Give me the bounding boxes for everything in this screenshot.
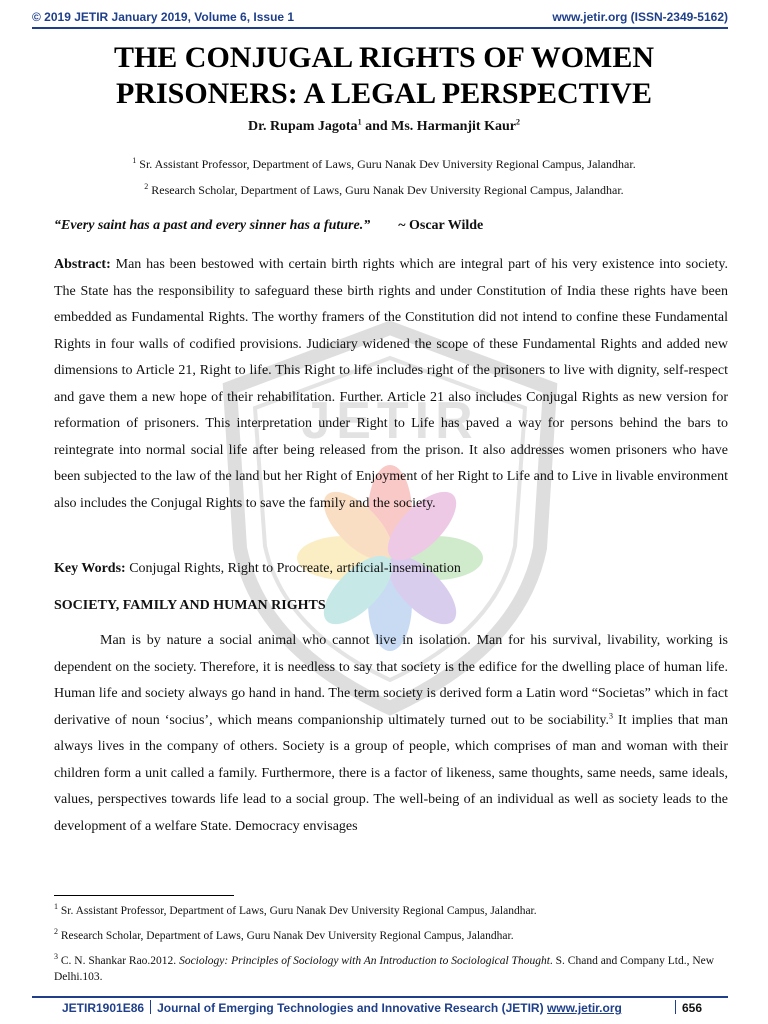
title-line-2: PRISONERS: A LEGAL PERSPECTIVE: [116, 77, 652, 110]
paper-title: [40, 40, 728, 112]
footnote-2: [54, 928, 730, 944]
abstract-text: Man has been bestowed with certain birth rights which are integral part of his very existence into society. The State has the responsibility to safeguard these birth rights and under Constitution of India these rights have been embedded as Fundamental Rights. The worthy framers of the Constitution did not intend to confine these Fundamental Rights in four walls of codified provisions. Judiciary widened the scope of these Fundamental Rights and added new dimensions to Article 21, Right to life. This Right to life includes right of the prisoners to live with dignity, self-respect and gave them a new hope of their rehabilitation. Further. Article 21 also includes Conjugal Rights as new version for reformation of prisoners. This interpretation under Right to Life has paved a way for persons behind the bars to reintegrate into normal social life after being released from the prison. It also addresses women prisoners who have been subjected to the law of the land but her Right of Enjoyment of her Right to Life and to Live in livable environment also includes the Conjugal Rights to save the family and the society.: [54, 257, 728, 511]
author-2-marker: 2: [515, 117, 520, 127]
affiliation-1: [40, 157, 728, 172]
footnote-3-marker: 3: [54, 952, 58, 962]
section-heading: SOCIETY, FAMILY AND HUMAN RIGHTS: [54, 598, 326, 613]
footnote-2-text: Research Scholar, Department of Laws, Guru Nanak Dev University Regional Campus, Jalandhar.: [58, 930, 514, 942]
footnote-3-text-b: . S. Chand and Company Ltd., New Delhi.103.: [54, 955, 715, 983]
footnote-2-marker: 2: [54, 927, 58, 937]
abstract-label: Abstract:: [54, 257, 111, 272]
page-number: [669, 1000, 702, 1015]
affiliation-2-marker: 2: [144, 182, 149, 191]
running-footer: [32, 996, 728, 1020]
title-line-1: THE CONJUGAL RIGHTS OF WOMEN: [113, 41, 655, 74]
section-body-paragraph: [54, 628, 728, 840]
author-conjunction: and: [361, 119, 392, 134]
epigraph-author: ~ Oscar Wilde: [398, 218, 484, 233]
header-website[interactable]: www.jetir.org (ISSN-2349-5162): [552, 10, 728, 24]
section-text-b: It implies that man always lives in the company of others. Society is a group of people, which comprises of man and woman with their children form a unit called a family. Furthermore, there is a factor of likeness, same thoughts, same needs, same ideals, values, perspectives towards life lead to a social group. The well-being of an individual as well as society leads to the development of a welfare State. Democracy envisages: [54, 712, 728, 834]
author-1: Dr. Rupam Jagota: [248, 119, 358, 134]
keywords-label: Key Words:: [54, 561, 126, 576]
header-issue-info: © 2019 JETIR January 2019, Volume 6, Issue 1: [32, 10, 295, 24]
header-rule: [32, 27, 728, 29]
affiliation-1-text: Sr. Assistant Professor, Department of Laws, Guru Nanak Dev University Regional Campus, Jalandhar.: [136, 157, 636, 171]
footnote-3-text-a: C. N. Shankar Rao.2012.: [58, 955, 180, 967]
footer-journal-name: Journal of Emerging Technologies and Innovative Research (JETIR): [157, 1001, 544, 1015]
footnote-1-text: Sr. Assistant Professor, Department of Laws, Guru Nanak Dev University Regional Campus, Jalandhar.: [58, 905, 537, 917]
keywords-paragraph: [54, 556, 728, 583]
affiliation-2: [40, 183, 728, 198]
affiliation-1-marker: 1: [132, 156, 137, 165]
author-2: Ms. Harmanjit Kaur: [391, 119, 516, 134]
footnote-3-book-title: Sociology: Principles of Sociology with An Introduction to Sociological Thought: [179, 955, 550, 967]
epigraph-quote: “Every saint has a past and every sinner has a future.”: [54, 218, 371, 233]
footer-website-link[interactable]: www.jetir.org: [546, 1001, 622, 1015]
footnote-1: [54, 903, 730, 919]
author-1-marker: 1: [357, 117, 362, 127]
footnote-3: [54, 953, 730, 985]
epigraph: [54, 218, 734, 234]
keywords-text: Conjugal Rights, Right to Procreate, artificial-insemination: [125, 561, 461, 576]
affiliation-2-text: Research Scholar, Department of Laws, Guru Nanak Dev University Regional Campus, Jalandhar.: [148, 183, 624, 197]
page-number-value: 656: [681, 1001, 702, 1015]
footer-paper-code: JETIR1901E86: [62, 1001, 145, 1015]
abstract-paragraph: [54, 252, 728, 517]
author-line: [40, 119, 728, 135]
footnote-ref-3[interactable]: 3: [608, 710, 613, 720]
section-text-a: Man is by nature a social animal who cannot live in isolation. Man for his survival, livability, working is dependent on the society. Therefore, it is needless to say that society is the edifice for the dwelling place of human life. Human life and society always go hand in hand. The term society is derived form a Latin word “Societas” which in fact derivative of noun ‘socius’, which means companionship ultimately turned out to be sociability.: [54, 633, 728, 728]
running-header: [32, 6, 728, 28]
footnote-1-marker: 1: [54, 902, 58, 912]
footnote-rule: [54, 895, 234, 896]
watermark-text: JETIR: [301, 392, 479, 450]
